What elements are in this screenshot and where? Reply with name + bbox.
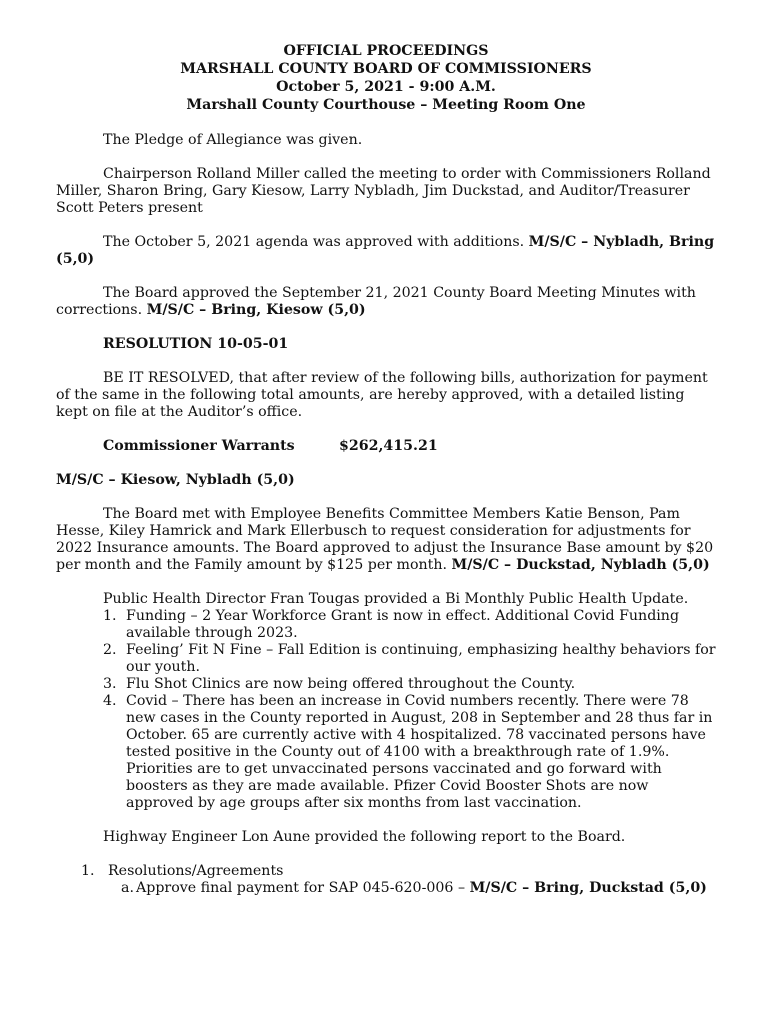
document-header — [56, 42, 716, 114]
list-item-text: Flu Shot Clinics are now being offered throughout the County. — [126, 676, 576, 692]
list-item — [56, 608, 716, 642]
benefits-text: The Board met with Employee Benefits Committee Members Katie Benson, Pam Hesse, Kiley Hamrick and Mark Ellerbusch to request consideration for adjustments for 2022 Insurance amounts. The Board approved to adjust the Insurance Base amount by $20 per month and the Family amount by $125 per month. — [56, 506, 714, 573]
header-date: October 5, 2021 - 9:00 A.M. — [276, 79, 496, 95]
list-item — [56, 693, 716, 812]
list-item-letter: a. — [121, 880, 134, 896]
health-update-list — [56, 608, 716, 812]
document-page — [56, 42, 716, 897]
list-item-number: 2. — [103, 642, 117, 658]
highway-subitem-final-payment — [56, 880, 716, 897]
warrant-motion: M/S/C – Kiesow, Nybladh (5,0) — [56, 472, 295, 488]
highway-intro-paragraph: Highway Engineer Lon Aune provided the following report to the Board. — [103, 829, 626, 845]
header-board-name: MARSHALL COUNTY BOARD OF COMMISSIONERS — [180, 61, 592, 77]
list-item-text: Approve final payment for SAP 045-620-006 – — [136, 880, 470, 896]
minutes-motion: M/S/C – Bring, Kiesow (5,0) — [146, 302, 366, 318]
agenda-paragraph — [56, 234, 716, 268]
highway-item-resolutions — [56, 863, 716, 880]
resolution-paragraph: BE IT RESOLVED, that after review of the following bills, authorization for payment of the same in the following total amounts, are hereby approved, with a detailed listing kept on file at the Auditor’s office. — [56, 370, 708, 420]
warrant-amount: $262,415.21 — [339, 438, 438, 454]
agenda-motion: M/S/C – Nybladh, Bring (5,0) — [56, 234, 715, 267]
pledge-paragraph: The Pledge of Allegiance was given. — [103, 132, 363, 148]
list-item — [56, 676, 716, 693]
list-item-text: Covid – There has been an increase in Covid numbers recently. There were 78 new cases in the County reported in August, 208 in September and 28 thus far in October. 65 are currently active with 4 hospitalized. 78 vaccinated persons have tested positive in the County out of 4100 with a breakthrough rate of 1.9%. Priorities are to get unvaccinated persons vaccinated and go forward with boosters as they are made available. Pfizer Covid Booster Shots are now approved by age groups after six months from last vaccination. — [126, 693, 713, 811]
highway-report-list — [56, 863, 716, 897]
list-item-number: 1. — [103, 608, 117, 624]
minutes-text: The Board approved the September 21, 2021 County Board Meeting Minutes with corrections. — [56, 285, 696, 318]
list-item-number: 1. — [81, 863, 95, 879]
benefits-paragraph — [56, 506, 716, 574]
minutes-paragraph — [56, 285, 716, 319]
list-item-motion: M/S/C – Bring, Duckstad (5,0) — [469, 880, 707, 896]
list-item — [56, 642, 716, 676]
resolution-title: RESOLUTION 10-05-01 — [103, 336, 289, 352]
warrant-label: Commissioner Warrants — [103, 438, 295, 454]
header-title: OFFICIAL PROCEEDINGS — [283, 43, 489, 59]
list-item-text: Feeling’ Fit N Fine – Fall Edition is continuing, emphasizing healthy behaviors for our youth. — [126, 642, 716, 675]
benefits-motion: M/S/C – Duckstad, Nybladh (5,0) — [451, 557, 710, 573]
call-to-order-paragraph: Chairperson Rolland Miller called the meeting to order with Commissioners Rolland Miller, Sharon Bring, Gary Kiesow, Larry Nybladh, Jim Duckstad, and Auditor/Treasurer Scott Peters present — [56, 166, 711, 216]
header-location: Marshall County Courthouse – Meeting Room One — [186, 97, 586, 113]
list-item-number: 4. — [103, 693, 117, 709]
warrant-line — [103, 438, 716, 455]
list-item-number: 3. — [103, 676, 117, 692]
health-intro-paragraph: Public Health Director Fran Tougas provided a Bi Monthly Public Health Update. — [103, 591, 689, 607]
agenda-text: The October 5, 2021 agenda was approved with additions. — [103, 234, 529, 250]
list-item-text: Resolutions/Agreements — [108, 863, 284, 879]
list-item-text: Funding – 2 Year Workforce Grant is now in effect. Additional Covid Funding available through 2023. — [126, 608, 680, 641]
